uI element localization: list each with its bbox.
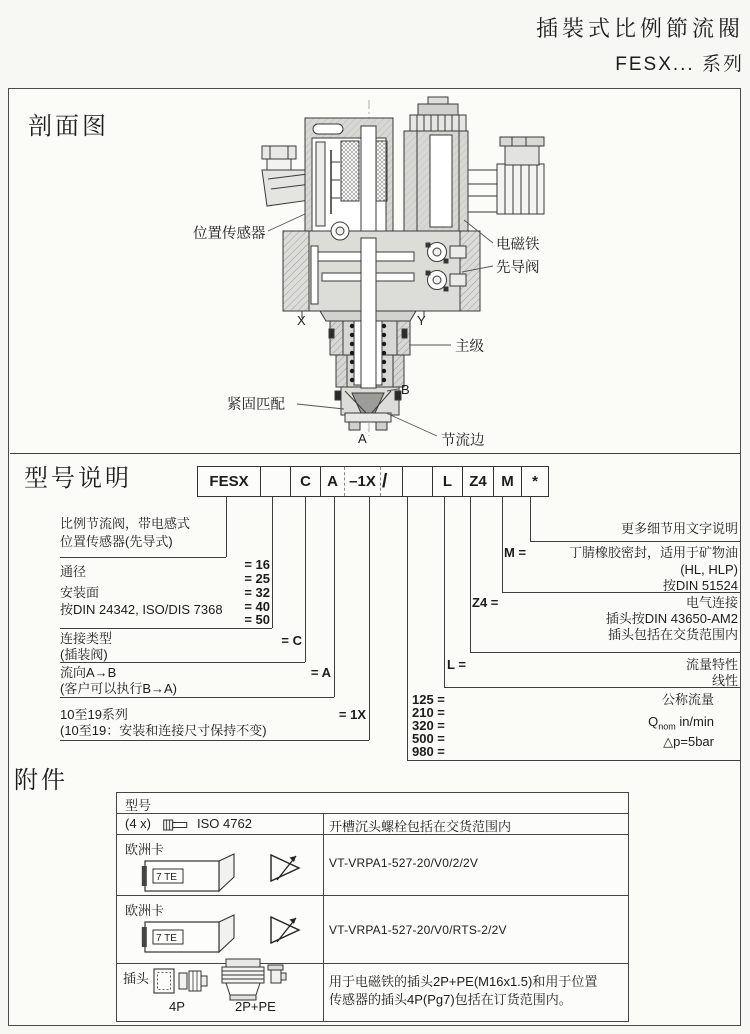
- accessories-title: 附件: [14, 767, 68, 794]
- q-symbol: Q: [648, 714, 659, 729]
- type-code-cell-flow: [402, 467, 432, 496]
- l-row-line2: 线性: [711, 673, 738, 688]
- solenoid-housing: [404, 97, 468, 231]
- flow-value-210: 210 =: [412, 705, 445, 720]
- z4-row-line1: 电气连接: [685, 595, 738, 610]
- size-value-25: = 25: [244, 571, 270, 586]
- q-unit: in/min: [675, 714, 714, 729]
- acc-rule-3: [117, 895, 628, 896]
- row4-value: = A: [310, 665, 331, 680]
- flow-row-line1: 公称流量: [661, 692, 714, 707]
- label-pilot-valve: 先导阀: [496, 260, 540, 276]
- acc-header: 型号: [125, 798, 152, 813]
- m-row-line1: 丁腈橡胶密封，适用于矿物油: [568, 545, 738, 560]
- acc-iso-std: ISO 4762: [197, 816, 252, 831]
- label-port-x: X: [297, 313, 306, 328]
- label-solenoid: 电磁铁: [496, 237, 540, 253]
- q-subscript: nom: [658, 721, 676, 732]
- type-code-cell-star: *: [521, 467, 548, 496]
- type-code-cell-size: [260, 467, 290, 496]
- rule-row1: [60, 557, 226, 558]
- acc-column-divider: [323, 813, 324, 1021]
- rule-l: [444, 687, 740, 688]
- z4-row-line3: 插头包括在交货范围内: [607, 627, 738, 642]
- euro-card-icon: [141, 853, 241, 895]
- acc-euro1-name: 欧洲卡: [125, 842, 165, 857]
- acc-plug-2ppe-label: 2P+PE: [235, 999, 276, 1014]
- flow-value-980: 980 =: [412, 744, 445, 759]
- type-code-table: [197, 466, 549, 497]
- sensor-plug: [262, 146, 311, 206]
- flow-value-320: 320 =: [412, 718, 445, 733]
- acc-plug-4p-label: 4P: [169, 999, 185, 1014]
- type-code-cell-a: A: [320, 467, 344, 496]
- z4-row-label: Z4 =: [472, 595, 499, 610]
- acc-plug-desc1: 用于电磁铁的插头2P+PE(M16x1.5)和用于位置: [329, 974, 598, 989]
- type-code-cell-l: L: [432, 467, 462, 496]
- acc-euro1-code: VT-VRPA1-527-20/V0/2/2V: [329, 856, 479, 870]
- type-code-cell-z4: Z4: [462, 467, 493, 496]
- l-row-label: L =: [447, 657, 466, 672]
- label-main-stage: 主级: [455, 339, 484, 355]
- row3-value: = C: [281, 633, 302, 648]
- acc-rule-1: [117, 813, 628, 814]
- leader-v-z4: [470, 497, 471, 652]
- type-code-cell-fesx: FESX: [209, 473, 249, 490]
- section-divider: [10, 453, 740, 454]
- plug-4p-icon: [153, 965, 217, 999]
- size-value-50: = 50: [244, 612, 270, 627]
- rule-row4: [60, 697, 334, 698]
- leader-v-a: [334, 497, 335, 697]
- row2-line1: 通径: [60, 564, 87, 579]
- type-code-cell-c: C: [290, 467, 320, 496]
- series-title: FESX... 系列: [615, 54, 744, 75]
- label-port-y: Y: [417, 313, 426, 328]
- rule-z4: [470, 652, 740, 653]
- type-code-title: 型号说明: [24, 465, 132, 492]
- leader-v-size: [272, 497, 273, 628]
- amplifier-icon: [265, 849, 305, 887]
- plug-2ppe-icon: [221, 957, 295, 1001]
- acc-euro2-code: VT-VRPA1-527-20/V0/RTS-2/2V: [329, 923, 507, 937]
- acc-plug-name: 插头: [123, 971, 150, 986]
- leader-v-1x: [369, 497, 370, 740]
- row2-line2: 安装面: [60, 585, 100, 600]
- label-port-b: B: [401, 382, 410, 397]
- m-row-label: M =: [504, 545, 527, 560]
- leader-v-c: [305, 497, 306, 662]
- flow-row-line3: △p=5bar: [663, 734, 714, 749]
- position-sensor-housing: [305, 118, 393, 238]
- row3-line2: (插装阀): [60, 647, 108, 662]
- size-value-40: = 40: [244, 599, 270, 614]
- acc-rule-4: [117, 963, 628, 964]
- label-throttle-edge: 节流边: [441, 433, 485, 449]
- rule-row2: [60, 628, 272, 629]
- valve-cross-section-drawing: [188, 96, 552, 452]
- star-row-text: 更多细节用文字说明: [620, 521, 738, 536]
- leader-v-star: [530, 497, 531, 541]
- row4-line2: (客户可以执行B→A): [60, 681, 178, 696]
- row5-line1: 10至19系列: [60, 707, 128, 722]
- label-port-a: A: [358, 431, 367, 446]
- leader-v-m: [502, 497, 503, 592]
- rule-row5: [60, 740, 369, 741]
- pilot-valve-block: [283, 222, 480, 318]
- row3-line1: 连接类型: [60, 631, 113, 646]
- z4-row-line2: 插头按DIN 43650-AM2: [605, 611, 738, 626]
- euro-card-icon: [141, 914, 241, 956]
- size-value-16: = 16: [244, 557, 270, 572]
- leader-v-l: [444, 497, 445, 687]
- acc-iso-qty: (4 x): [125, 816, 151, 831]
- flow-row-qnom: [648, 714, 714, 735]
- solenoid-plug: [468, 137, 544, 214]
- m-row-line2: (HL, HLP): [680, 562, 738, 577]
- type-code-cell-1x: –1X: [344, 467, 380, 496]
- type-code-cell-slash: /: [380, 467, 402, 496]
- rule-star: [530, 541, 740, 542]
- acc-plug-desc2: 传感器的插头4P(Pg7)包括在订货范围内。: [329, 992, 572, 1007]
- leader-v-fesx: [226, 497, 227, 557]
- flow-value-125: 125 =: [412, 692, 445, 707]
- euro-card-label-2: 7 TE: [156, 933, 177, 944]
- row4-line1: 流向A→B: [60, 665, 117, 680]
- flow-value-500: 500 =: [412, 731, 445, 746]
- accessories-table: [116, 792, 629, 1022]
- row5-value: = 1X: [338, 707, 366, 722]
- leader-v-flow: [407, 497, 408, 760]
- row5-line2: (10至19：安装和连接尺寸保持不变): [60, 723, 267, 738]
- page-title: 插裝式比例節流閥: [535, 16, 744, 41]
- euro-card-label-1: 7 TE: [156, 872, 177, 883]
- l-row-line1: 流量特性: [685, 657, 738, 672]
- row1-line2: 位置传感器(先导式): [60, 534, 173, 549]
- row2-line3: 按DIN 24342, ISO/DIS 7368: [60, 602, 223, 617]
- type-code-cell-m: M: [493, 467, 521, 496]
- m-row-line3: 按DIN 51524: [662, 578, 738, 593]
- size-value-32: = 32: [244, 585, 270, 600]
- amplifier-icon: [265, 911, 305, 949]
- acc-euro2-name: 欧洲卡: [125, 903, 165, 918]
- rule-flow: [407, 760, 740, 761]
- screw-icon: [163, 819, 189, 831]
- section-view-title: 剖面图: [28, 113, 109, 140]
- row1-line1: 比例节流阀，带电感式: [60, 516, 191, 531]
- label-position-sensor: 位置传感器: [193, 226, 266, 242]
- acc-iso-desc: 开槽沉头螺栓包括在交货范围内: [329, 819, 512, 834]
- label-clamping-fit: 紧固匹配: [227, 397, 285, 413]
